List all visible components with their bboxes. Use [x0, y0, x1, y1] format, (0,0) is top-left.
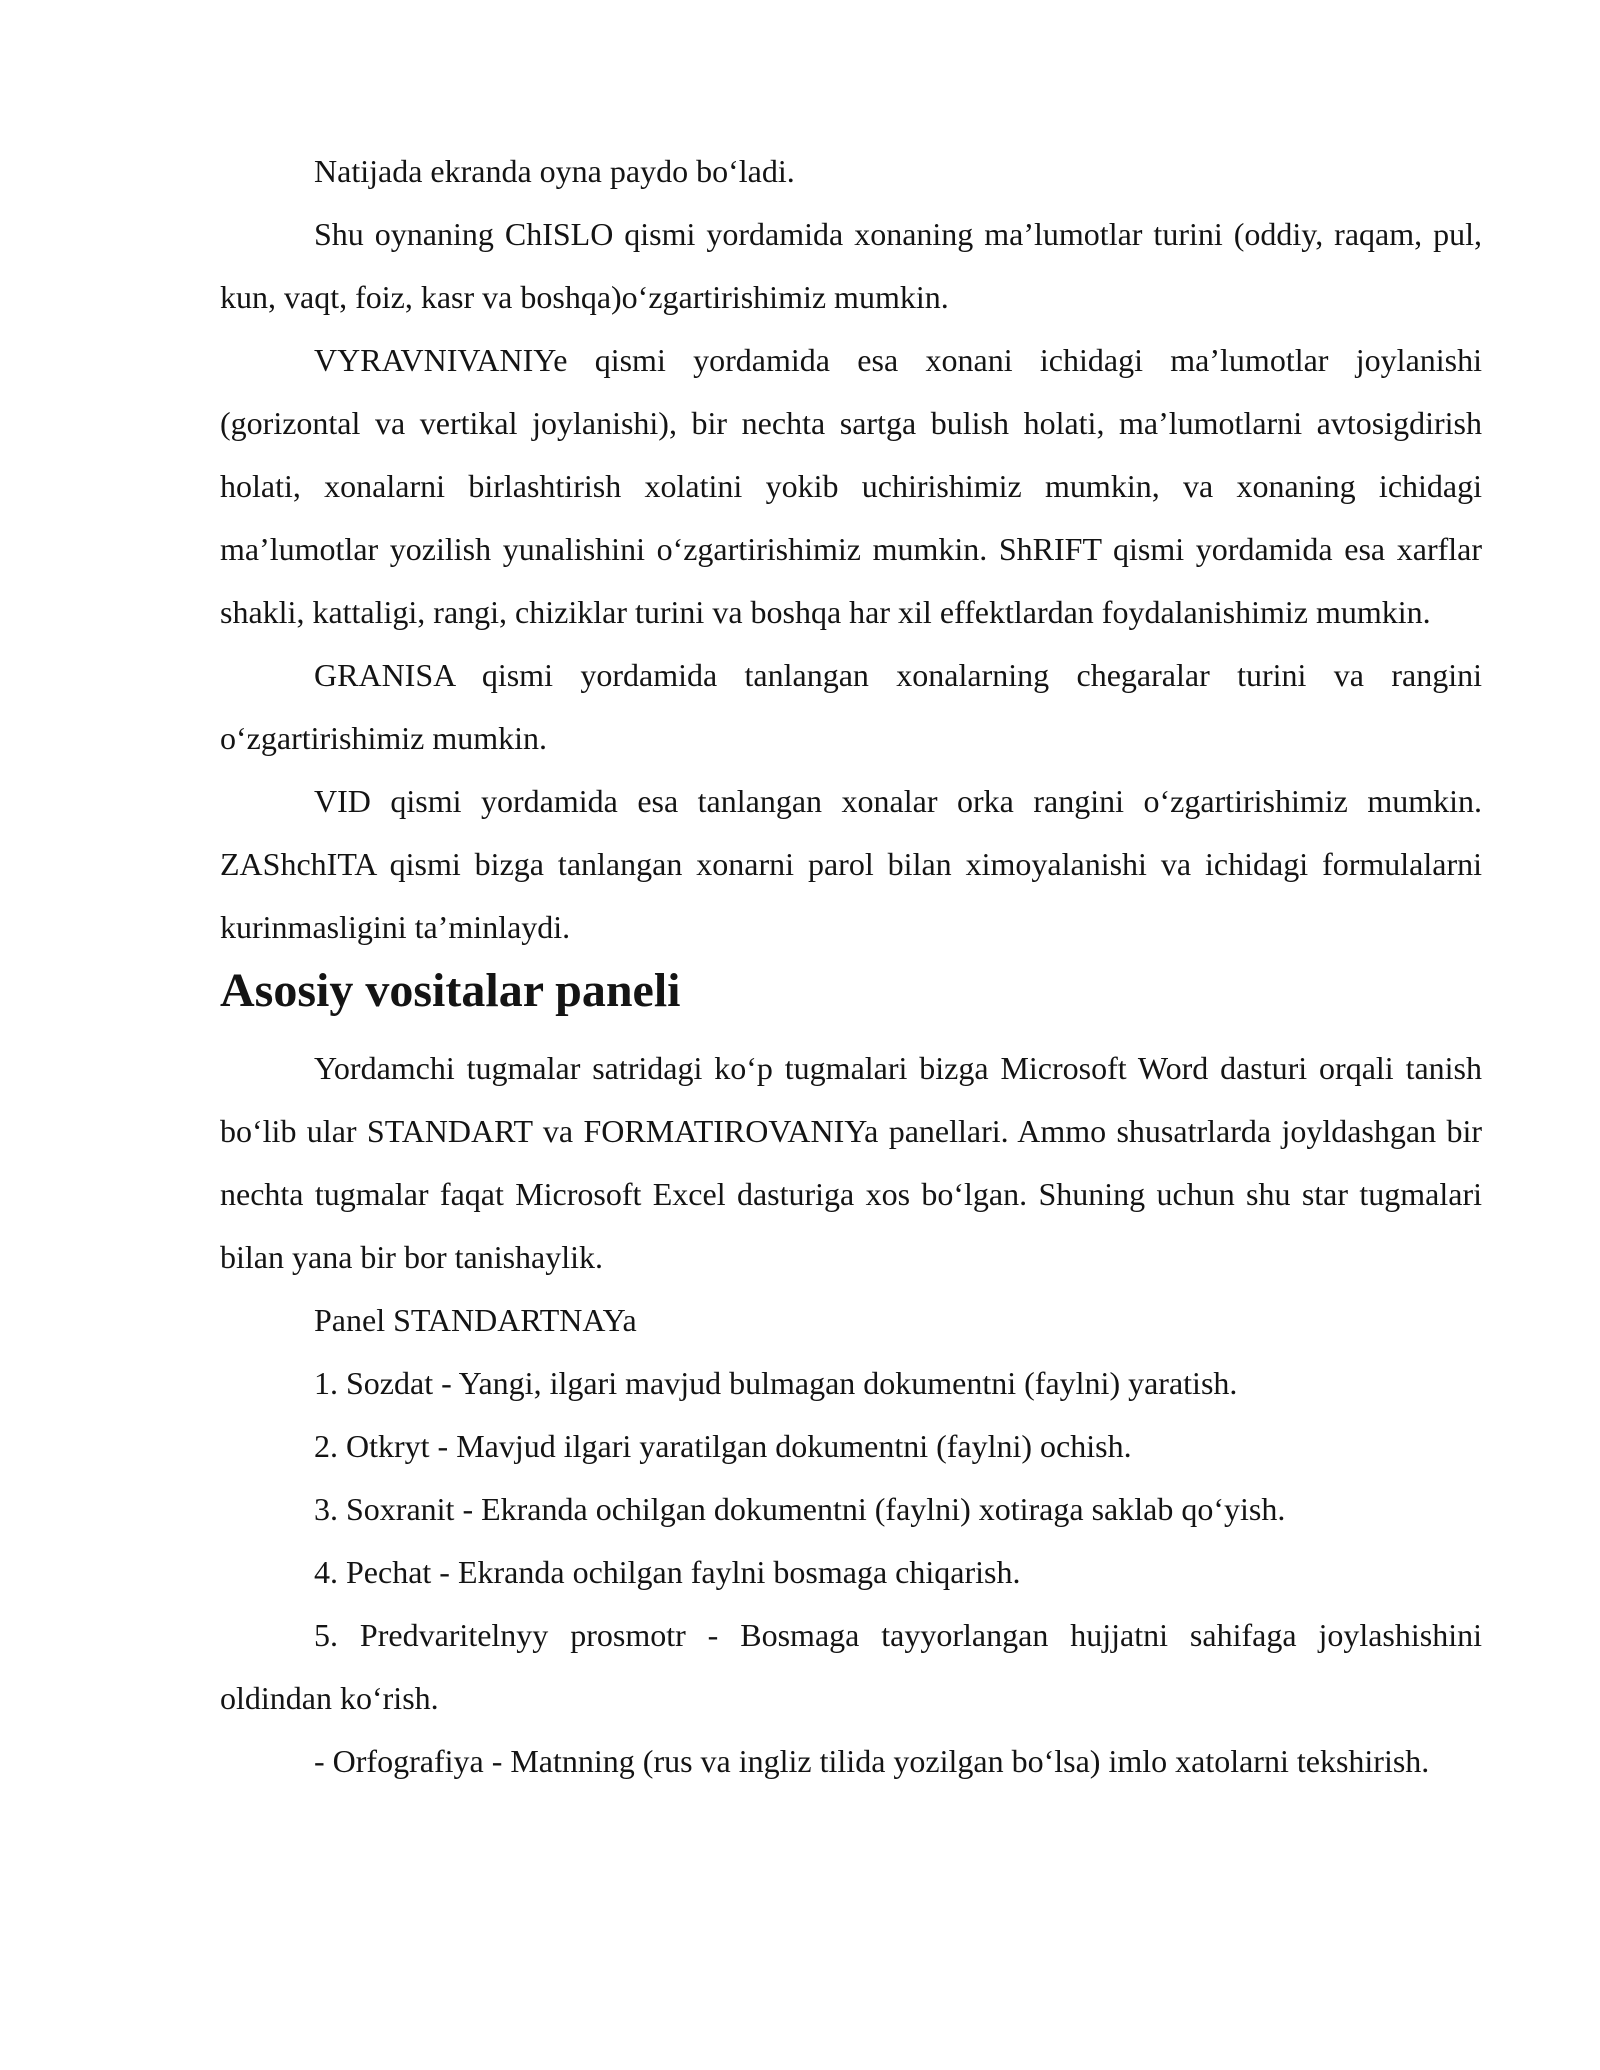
list-item-orfografiya: - Orfografiya - Matnning (rus va ingliz tilida yozilgan bo‘lsa) imlo xatolarni tekshirish. — [314, 1743, 1430, 1779]
list-item-otkryt: 2. Otkryt - Mavjud ilgari yaratilgan dokumentni (faylni) ochish. — [314, 1428, 1132, 1464]
list-item-sozdat: 1. Sozdat - Yangi, ilgari mavjud bulmagan dokumentni (faylni) yaratish. — [314, 1365, 1238, 1401]
paragraph-chislo: Shu oynaning ChISLO qismi yordamida xonaning ma’lumotlar turini (oddiy, raqam, pul, kun, vaqt, foiz, kasr va boshqa)o‘zgartirishimiz mumkin. — [220, 216, 1482, 315]
paragraph-result-window: Natijada ekranda oyna paydo bo‘ladi. — [314, 153, 795, 189]
paragraph-vyravnivaniye: VYRAVNIVANIYe qismi yordamida esa xonani ichidagi ma’lumotlar joylanishi (gorizontal va vertikal joylanishi), bir nechta sartga bulish holati, ma’lumotlarni avtosigdirish holati, xonalarni birlashtirish xolatini yokib uchirishimiz mumkin, va xonaning ichidagi ma’lumotlar yozilish yunalishini o‘zgartirishimiz mumkin. ShRIFT qismi yordamida esa xarflar shakli, kattaligi, rangi, chiziklar turini va boshqa har xil effektlardan foydalanishimiz mumkin. — [220, 342, 1482, 630]
paragraph-toolbar-intro: Yordamchi tugmalar satridagi ko‘p tugmalari bizga Microsoft Word dasturi orqali tanish bo‘lib ular STANDART va FORMATIROVANIYa panellari. Ammo shusatrlarda joyldashgan bir nechta tugmalar faqat Microsoft Excel dasturiga xos bo‘lgan. Shuning uchun shu star tugmalari bilan yana bir bor tanishaylik. — [220, 1050, 1482, 1275]
list-item-prosmotr: 5. Predvaritelnyy prosmotr - Bosmaga tayyorlangan hujjatni sahifaga joylashishini oldindan ko‘rish. — [220, 1617, 1482, 1716]
document-page — [220, 140, 1482, 1793]
list-item-pechat: 4. Pechat - Ekranda ochilgan faylni bosmaga chiqarish. — [314, 1554, 1021, 1590]
paragraph-granisa: GRANISA qismi yordamida tanlangan xonalarning chegaralar turini va rangini o‘zgartirishimiz mumkin. — [220, 657, 1482, 756]
list-item-soxranit: 3. Soxranit - Ekranda ochilgan dokumentni (faylni) xotiraga saklab qo‘yish. — [314, 1491, 1286, 1527]
section-heading: Asosiy vositalar paneli — [220, 964, 681, 1017]
paragraph-panel-title: Panel STANDARTNAYa — [314, 1302, 637, 1338]
paragraph-vid: VID qismi yordamida esa tanlangan xonalar orka rangini o‘zgartirishimiz mumkin. ZAShchITA qismi bizga tanlangan xonarni parol bilan ximoyalanishi va ichidagi formulalarni kurinmasligini ta’minlaydi. — [220, 783, 1482, 945]
